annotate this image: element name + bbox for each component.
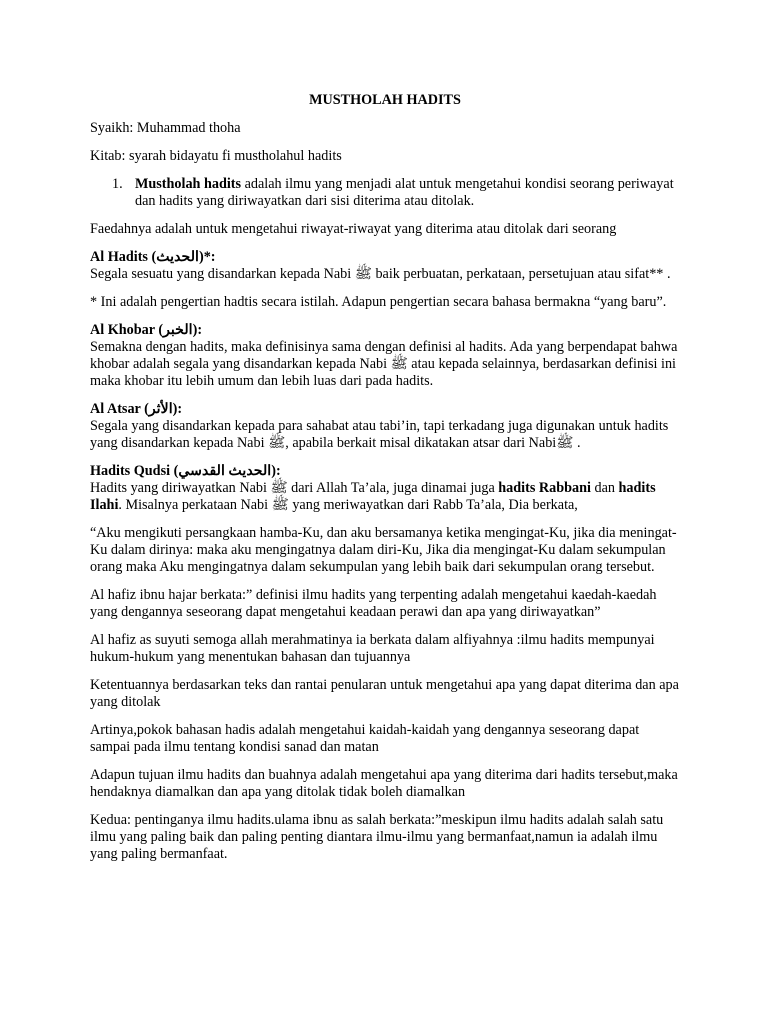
heading-al-khobar: Al Khobar (الخبر): <box>90 322 203 338</box>
al-atsar-definition: Segala yang disandarkan kepada para sahabat atau tabi’in, tapi terkadang juga digunakan untuk hadits yang disandarkan kepada Nabi ﷺ, apabila berkait misal dikatakan atsar dari Nabiﷺ . <box>90 418 669 451</box>
faedah-paragraph: Faedahnya adalah untuk mengetahui riwayat-riwayat yang diterima atau ditolak dari seorang <box>90 221 617 237</box>
list-term: Mustholah hadits <box>135 176 242 192</box>
body-paragraph: “Aku mengikuti persangkaan hamba-Ku, dan aku bersamanya ketika mengingat-Ku, jika dia meningat-Ku dalam dirinya: maka aku mengingatnya dalam diri-Ku, Jika dia mengingat-Ku dalam sekumpulan orang maka Aku mengingatnya dalam sekumpulan yang lebih baik dari sekumpulan orang tersebut. <box>90 525 677 575</box>
heading-al-hadits: Al Hadits (الحديث)*: <box>90 249 216 265</box>
hadits-qudsi-definition <box>90 480 680 514</box>
body-paragraph: Adapun tujuan ilmu hadits dan buahnya adalah mengetahui apa yang diterima dari hadits tersebut,maka hendaknya diamalkan dan apa yang ditolak tidak boleh diamalkan <box>90 767 678 800</box>
list-number: 1. <box>112 176 123 192</box>
body-paragraph: Kedua: pentinganya ilmu hadits.ulama ibnu as salah berkata:”meskipun ilmu hadits adalah salah satu ilmu yang paling baik dan paling penting diantara ilmu-ilmu yang bermanfaat,namun ia adalah ilmu yang paling bermanfaat. <box>90 812 664 862</box>
qudsi-text-1: Hadits yang diriwayatkan Nabi ﷺ dari Allah Ta’ala, juga dinamai juga <box>90 480 499 496</box>
body-paragraph: Ketentuannya berdasarkan teks dan rantai penularan untuk mengetahui apa yang dapat diterima dan apa yang ditolak <box>90 677 679 710</box>
heading-al-atsar: Al Atsar (الأثر): <box>90 401 183 417</box>
body-paragraph: Al hafiz ibnu hajar berkata:” definisi ilmu hadits yang terpenting adalah mengetahui kaedah-kaedah yang dengannya seseorang dapat mengetahui keadaan perawi dan apa yang diriwayatkan” <box>90 587 657 620</box>
document-title: MUSTHOLAH HADITS <box>309 92 461 108</box>
syaikh-line: Syaikh: Muhammad thoha <box>90 120 241 136</box>
qudsi-term-rabbani: hadits Rabbani <box>498 480 591 496</box>
al-khobar-definition: Semakna dengan hadits, maka definisinya sama dengan definisi al hadits. Ada yang berpendapat bahwa khobar adalah segala yang disandarkan kepada Nabi ﷺ atau kepada selainnya, berdasarkan definisi ini maka khobar itu lebih umum dan lebih luas dari pada hadits. <box>90 339 678 389</box>
body-paragraph: Al hafiz as suyuti semoga allah merahmatinya ia berkata dalam alfiyahnya :ilmu hadits mempunyai hukum-hukum yang menentukan bahasan dan tujuannya <box>90 632 655 665</box>
kitab-line: Kitab: syarah bidayatu fi mustholahul hadits <box>90 148 342 164</box>
al-hadits-note: * Ini adalah pengertian hadtis secara istilah. Adapun pengertian secara bahasa bermakna “yang baru”. <box>90 294 667 310</box>
heading-hadits-qudsi: Hadits Qudsi (الحديث القدسي): <box>90 463 281 479</box>
document-body <box>90 92 680 874</box>
al-hadits-definition: Segala sesuatu yang disandarkan kepada Nabi ﷺ baik perbuatan, perkataan, persetujuan atau sifat** . <box>90 266 671 282</box>
qudsi-text-2: dan <box>590 480 619 496</box>
body-paragraph: Artinya,pokok bahasan hadis adalah mengetahui kaidah-kaidah yang dengannya seseorang dapat sampai pada ilmu tentang kondisi sanad dan matan <box>90 722 640 755</box>
numbered-list <box>90 176 680 210</box>
list-item <box>90 176 680 210</box>
qudsi-text-3: . Misalnya perkataan Nabi ﷺ yang meriwayatkan dari Rabb Ta’ala, Dia berkata, <box>118 497 578 513</box>
list-text: adalah ilmu yang menjadi alat untuk mengetahui kondisi seorang periwayat dan hadits yang diriwayatkan dari sisi diterima atau ditolak. <box>135 176 674 209</box>
qudsi-term-ilahi: hadits Ilahi <box>90 480 656 513</box>
